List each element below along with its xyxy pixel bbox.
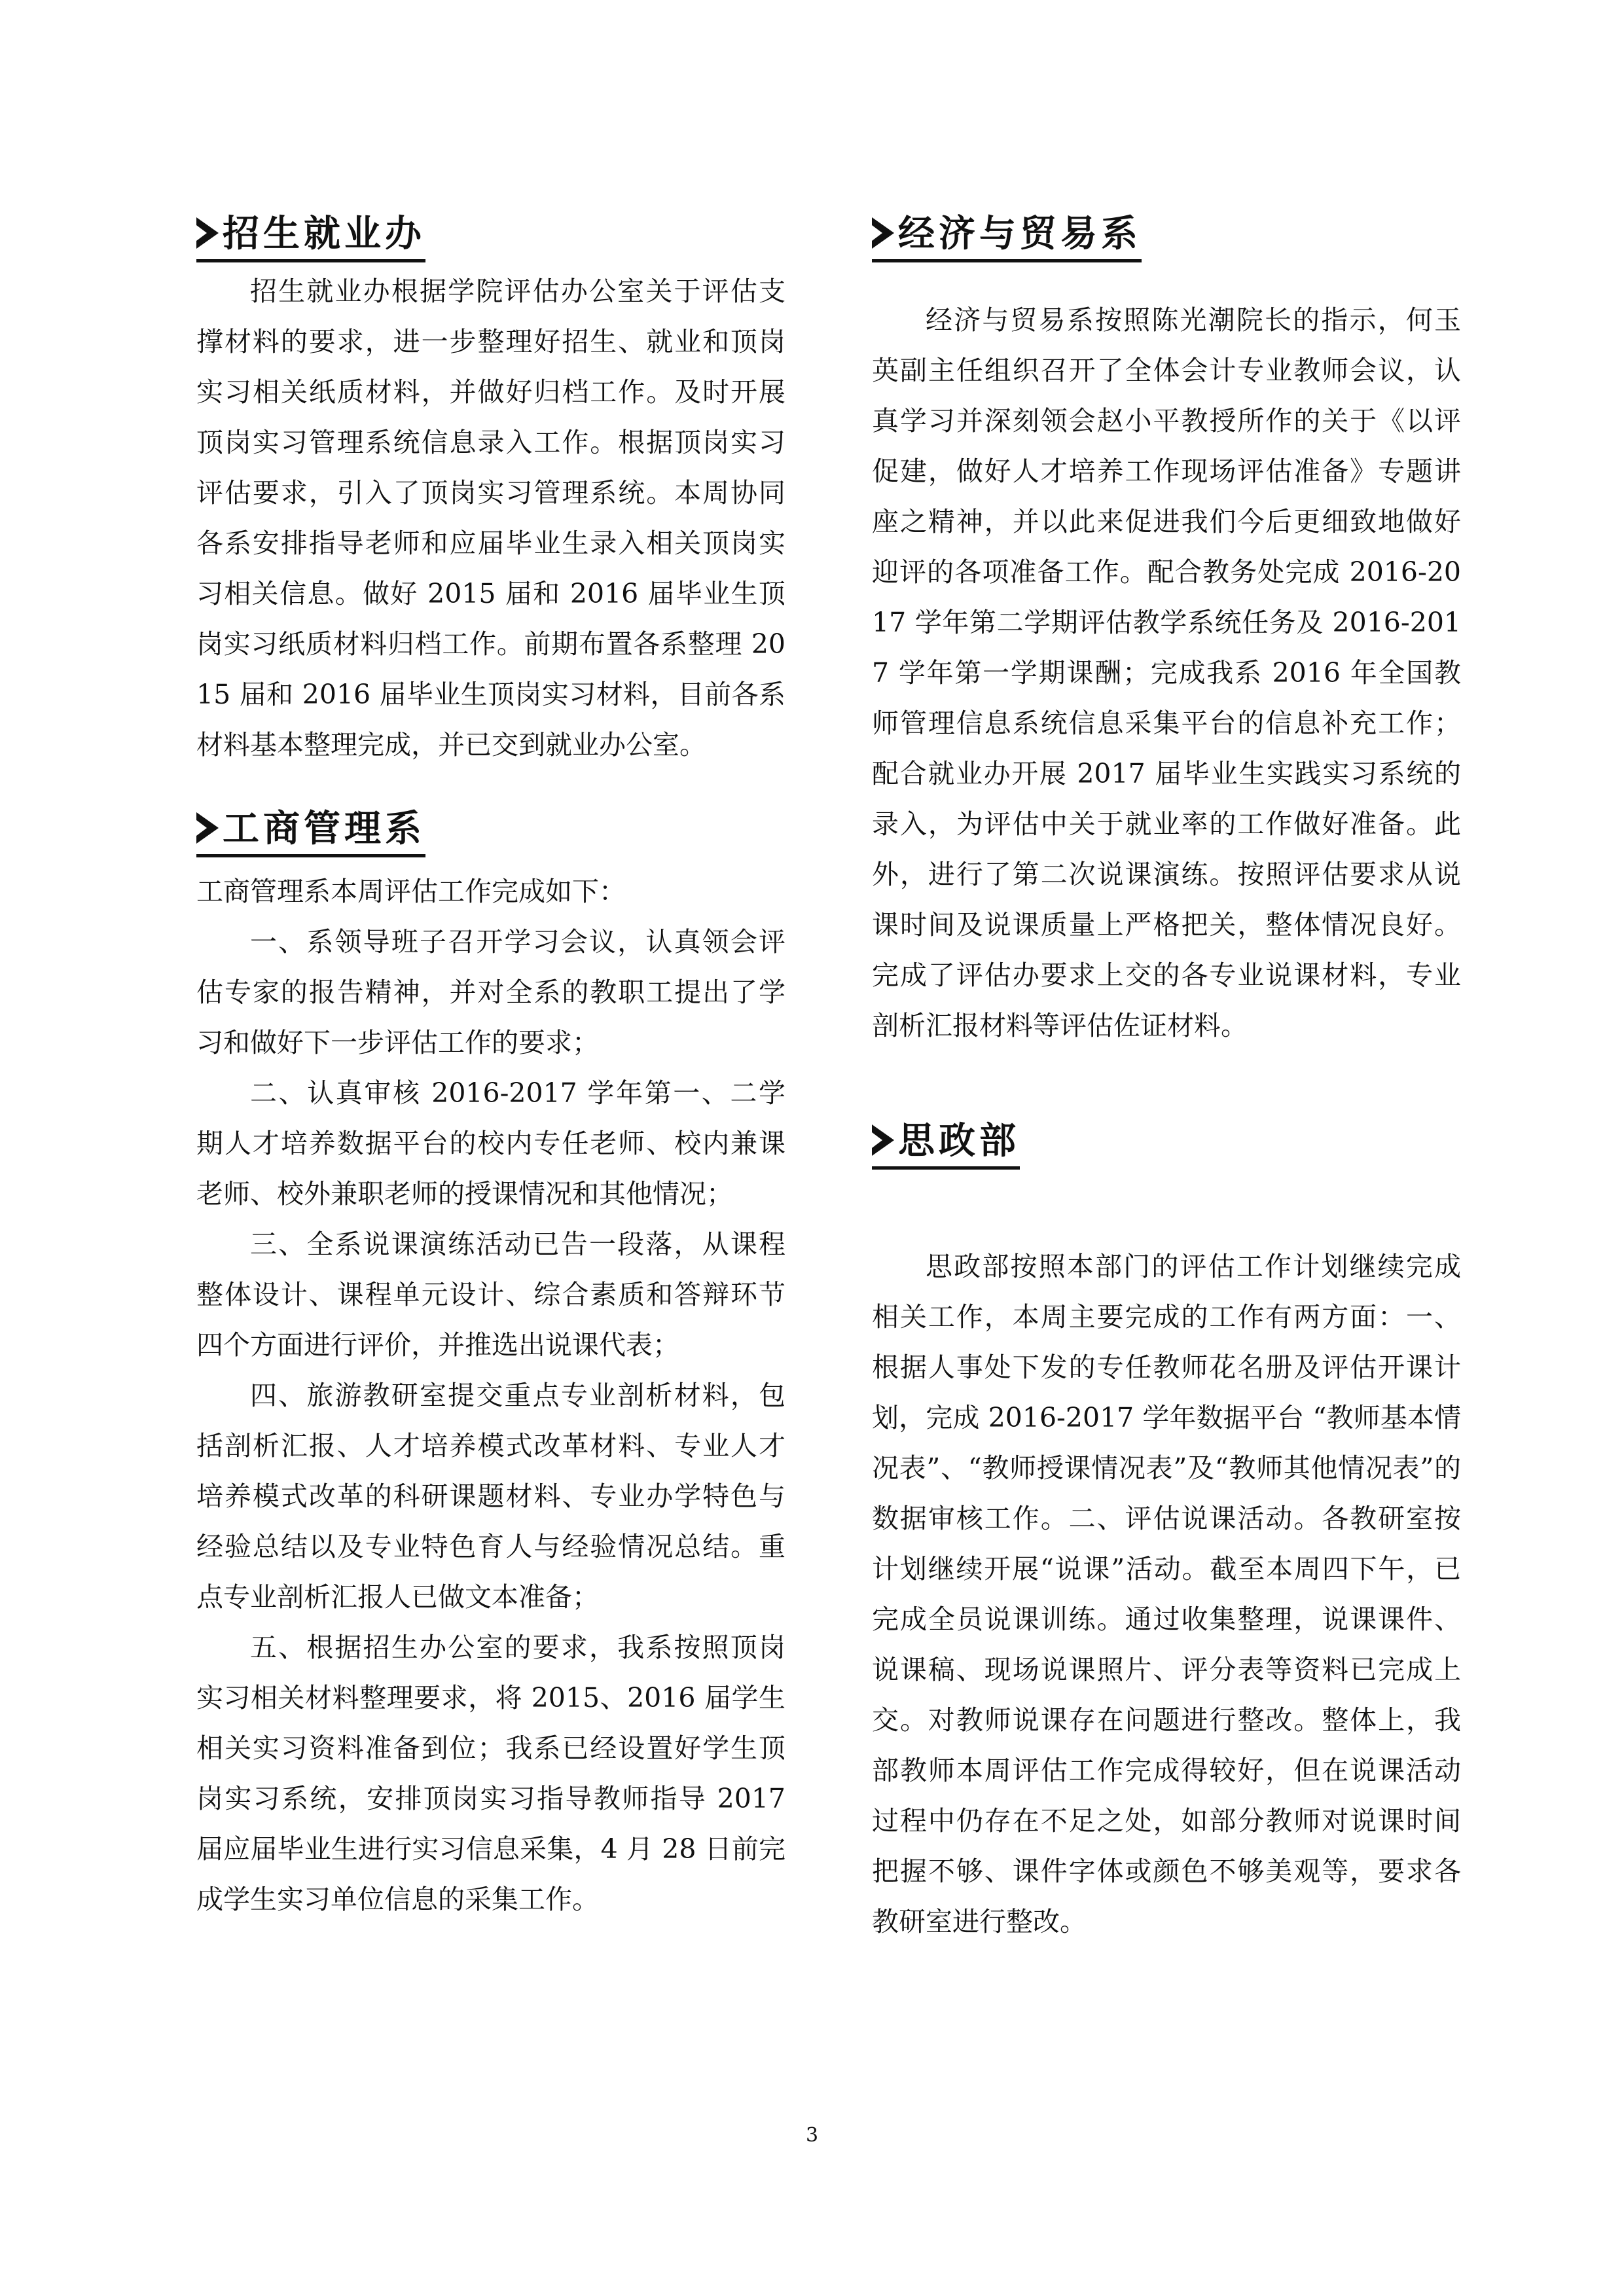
section-heading-admissions	[196, 213, 425, 262]
list-item: 四、旅游教研室提交重点专业剖析材料，包括剖析汇报、人才培养模式改革材料、专业人才培养模式改革的科研课题材料、专业办学特色与经验总结以及专业特色育人与经验情况总结。重点专业剖析汇报人已做文本准备；	[196, 1380, 785, 1613]
list-item: 一、系领导班子召开学习会议，认真领会评估专家的报告精神，并对全系的教职工提出了学习和做好下一步评估工作的要求；	[196, 926, 785, 1058]
section-title: 工商管理系	[223, 808, 425, 850]
section-heading-business-management	[196, 808, 425, 857]
right-column	[872, 213, 1461, 1947]
list-item: 五、根据招生办公室的要求，我系按照顶岗实习相关材料整理要求，将 2015、2016 届学生相关实习资料准备到位；我系已经设置好学生顶岗实习系统，安排顶岗实习指导教师指导 2017 届应届毕业生进行实习信息采集，4 月 28 日前完成学生实习单位信息的采集工作。	[196, 1632, 785, 1915]
list-item: 二、认真审核 2016-2017 学年第一、二学期人才培养数据平台的校内专任老师、校内兼课老师、校外兼职老师的授课情况和其他情况；	[196, 1077, 785, 1210]
paragraph: 招生就业办根据学院评估办公室关于评估支撑材料的要求，进一步整理好招生、就业和顶岗实习相关纸质材料，并做好归档工作。及时开展顶岗实习管理系统信息录入工作。根据顶岗实习评估要求，引入了顶岗实习管理系统。本周协同各系安排指导老师和应届毕业生录入相关顶岗实习相关信息。做好 2015 届和 2016 届毕业生顶岗实习纸质材料归档工作。前期布置各系整理 2015 届和 2016 届毕业生顶岗实习材料，目前各系材料基本整理完成，并已交到就业办公室。	[196, 276, 785, 761]
page-number: 3	[805, 2124, 819, 2147]
section-title: 招生就业办	[223, 213, 425, 255]
section-title: 经济与贸易系	[898, 213, 1142, 255]
paragraph-intro: 工商管理系本周评估工作完成如下：	[196, 876, 626, 907]
section-title: 思政部	[898, 1120, 1020, 1162]
paragraph: 思政部按照本部门的评估工作计划继续完成相关工作，本周主要完成的工作有两方面：一、根据人事处下发的专任教师花名册及评估开课计划，完成 2016-2017 学年数据平台 “教师基本情况表”、“教师授课情况表”及“教师其他情况表”的数据审核工作。二、评估说课活动。各教研室按计划继续开展“说课”活动。截至本周四下午，已完成全员说课训练。通过收集整理，说课课件、说课稿、现场说课照片、评分表等资料已完成上交。对教师说课存在问题进行整改。整体上，我部教师本周评估工作完成得较好，但在说课活动过程中仍存在不足之处，如部分教师对说课时间把握不够、课件字体或颜色不够美观等，要求各教研室进行整改。	[872, 1251, 1461, 1937]
arrow-bullet-icon	[196, 812, 219, 844]
arrow-bullet-icon	[872, 217, 894, 249]
arrow-bullet-icon	[196, 217, 219, 249]
section-heading-economics-trade	[872, 213, 1142, 262]
left-column	[196, 213, 785, 1925]
list-item: 三、全系说课演练活动已告一段落，从课程整体设计、课程单元设计、综合素质和答辩环节四个方面进行评价，并推选出说课代表；	[196, 1229, 785, 1361]
section-heading-ideology-politics	[872, 1120, 1020, 1170]
arrow-bullet-icon	[872, 1124, 894, 1156]
paragraph: 经济与贸易系按照陈光潮院长的指示，何玉英副主任组织召开了全体会计专业教师会议，认真学习并深刻领会赵小平教授所作的关于《以评促建，做好人才培养工作现场评估准备》专题讲座之精神，并以此来促进我们今后更细致地做好迎评的各项准备工作。配合教务处完成 2016-2017 学年第二学期评估教学系统任务及 2016-2017 学年第一学期课酬；完成我系 2016 年全国教师管理信息系统信息采集平台的信息补充工作；配合就业办开展 2017 届毕业生实践实习系统的录入，为评估中关于就业率的工作做好准备。此外，进行了第二次说课演练。按照评估要求从说课时间及说课质量上严格把关，整体情况良好。完成了评估办要求上交的各专业说课材料，专业剖析汇报材料等评估佐证材料。	[872, 304, 1461, 1041]
